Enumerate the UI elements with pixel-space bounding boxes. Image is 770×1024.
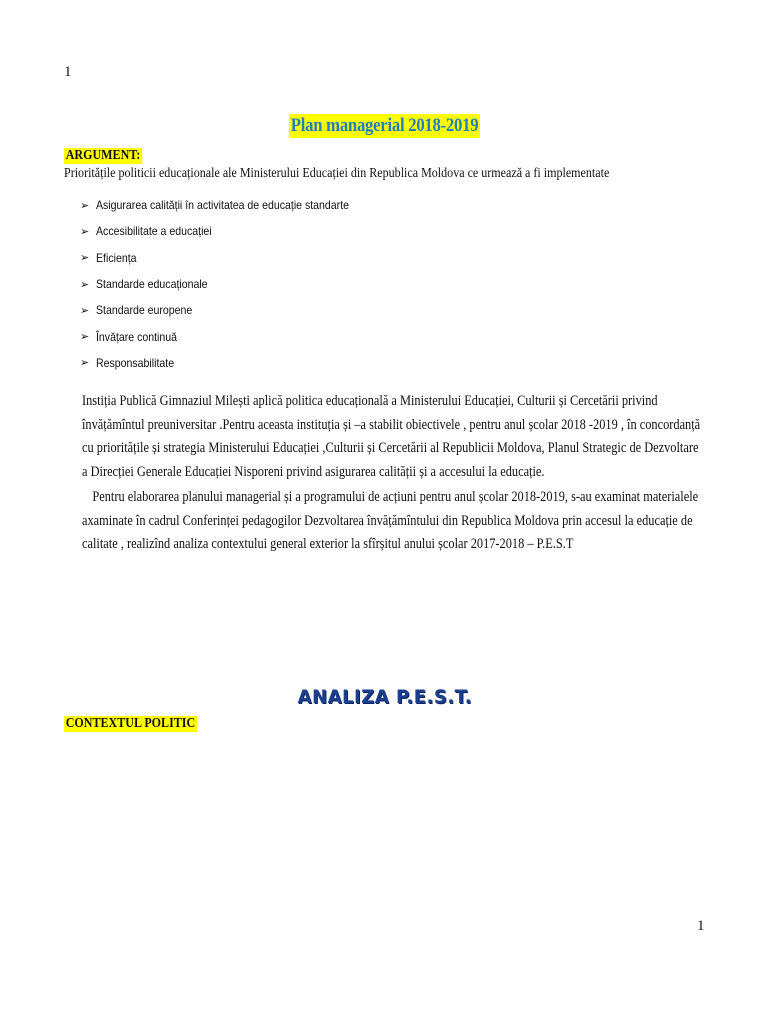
list-item-text: Accesibilitate a educației: [96, 224, 212, 239]
page-number-bottom: 1: [697, 918, 705, 934]
argument-heading: [64, 146, 155, 164]
argument-heading-text: ARGUMENT:: [65, 148, 141, 163]
arrowhead-bullet-icon: ➢: [80, 225, 90, 238]
list-item-text: Responsabilitate: [96, 355, 175, 370]
list-item-text: Învățare continuă: [96, 329, 178, 344]
policy-paragraph: Instiția Publică Gimnaziul Milești aplică politica educațională a Ministerului Educației, Culturii și Cercetării privind învățămîntul preuniversitar .Pentru aceasta instituția și –a stabilit obiectivele , pentru anul școlar 2018 -2019 , în concordanță cu prioritățile și strategia Ministerului Educației ,Culturii și Cercetării al Republicii Moldova, Planul Strategic de Dezvoltare a Direcției Generale Educației Nisporeni privind asigurarea calității și a accesului la educație.: [82, 393, 701, 480]
arrowhead-bullet-icon: ➢: [80, 331, 90, 344]
list-item-text: Eficiența: [96, 250, 137, 265]
list-item-text: Asigurarea calității în activitatea de educație standarte: [96, 198, 350, 213]
pest-analysis-title-text: ANALIZA P.E.S.T.: [297, 686, 473, 708]
list-item: [80, 192, 384, 218]
list-item: [80, 271, 384, 297]
list-item: [80, 323, 384, 349]
arrowhead-bullet-icon: ➢: [80, 199, 90, 212]
list-item: [80, 218, 384, 244]
political-context-heading: [64, 714, 219, 732]
political-context-heading-text: CONTEXTUL POLITIC: [65, 716, 196, 731]
list-item-text: Standarde educaționale: [96, 277, 208, 292]
arrowhead-bullet-icon: ➢: [80, 357, 90, 370]
list-item-text: Standarde europene: [96, 303, 193, 318]
plan-elaboration-paragraph: Pentru elaborarea planului managerial și a programului de acțiuni pentru anul școlar 2018-2019, s-au examinat materialele axaminate în cadrul Conferinței pedagogilor Dezvoltarea învățămîntului din Republica Moldova prin accesul la educație de calitate , realizînd analiza contextului general exterior la sfîrșitul anului școlar 2017-2018 – P.E.S.T: [82, 489, 699, 552]
list-item: [80, 350, 384, 376]
page-number-top: 1: [64, 64, 72, 80]
document-title: [0, 114, 770, 138]
priorities-intro: Prioritățile politicii educaționale ale Ministerului Educației din Republica Moldova ce urmează a fi implementate: [64, 166, 610, 181]
list-item: [80, 245, 384, 271]
priorities-list: [80, 192, 384, 376]
document-title-text: Plan managerial 2018-2019: [291, 115, 479, 136]
list-item: [80, 297, 384, 323]
arrowhead-bullet-icon: ➢: [80, 252, 90, 265]
arrowhead-bullet-icon: ➢: [80, 278, 90, 291]
arrowhead-bullet-icon: ➢: [80, 304, 90, 317]
pest-analysis-title: [0, 686, 770, 708]
